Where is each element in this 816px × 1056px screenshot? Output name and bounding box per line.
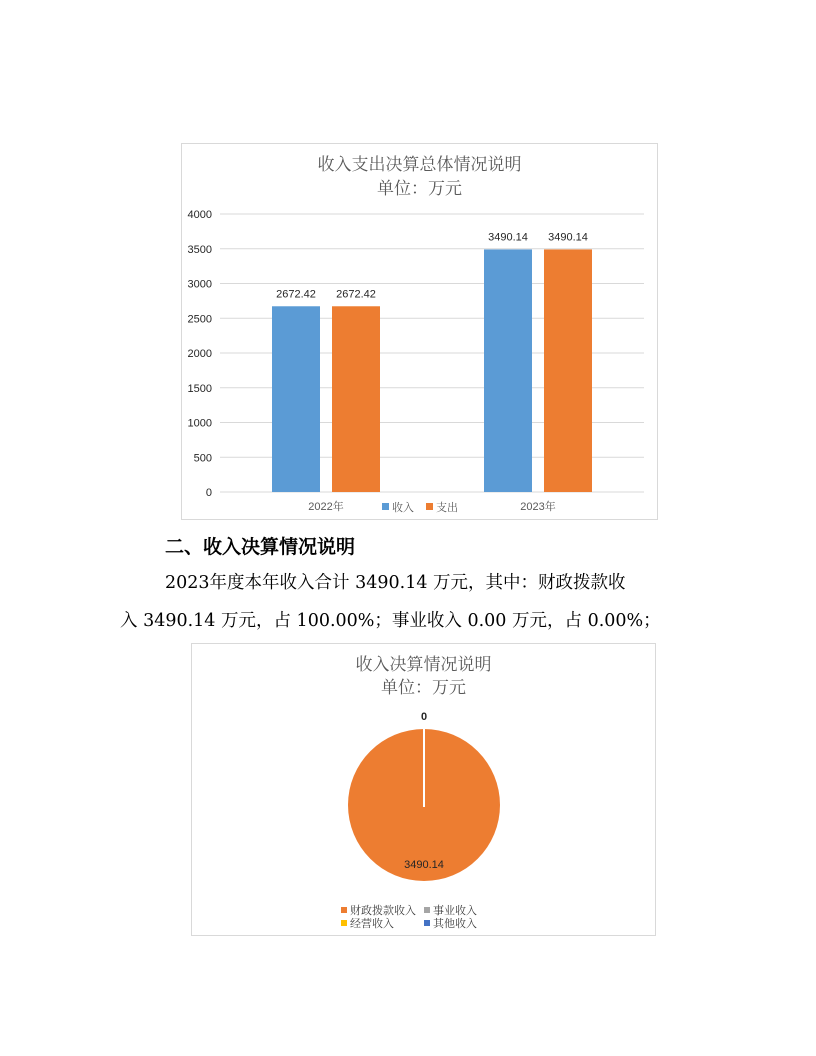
legend-label: 其他收入 <box>433 918 477 930</box>
legend-label: 财政拨款收入 <box>350 905 416 917</box>
bar-income <box>272 306 320 492</box>
pie-data-label: 0 <box>420 711 428 723</box>
income-expense-bar-chart <box>181 143 658 520</box>
bar-chart-title: 收入支出决算总体情况说明 <box>317 155 522 175</box>
y-tick-label: 0 <box>205 487 212 499</box>
income-pie-chart <box>191 643 656 936</box>
y-tick-label: 2000 <box>187 348 212 360</box>
y-tick-label: 3500 <box>187 243 212 256</box>
legend-label: 收入 <box>392 502 414 514</box>
bar-expense <box>332 306 380 492</box>
paragraph-line-1: 2023年度本年收入合计 3490.14 万元，其中：财政拨款收 <box>165 573 626 593</box>
bar-value-label: 3490.14 <box>548 231 588 244</box>
bar-value-label: 3490.14 <box>488 231 528 244</box>
pie-chart-svg <box>192 644 655 935</box>
y-tick-label: 1000 <box>187 417 212 430</box>
legend-label: 支出 <box>436 502 458 514</box>
legend-swatch <box>341 920 347 926</box>
y-tick-label: 500 <box>193 452 212 465</box>
x-tick-label: 2023年 <box>520 501 556 513</box>
bar-chart-svg <box>182 144 657 519</box>
legend-label: 经营收入 <box>350 918 394 930</box>
bar-expense <box>544 249 592 492</box>
y-tick-label: 1500 <box>187 382 212 395</box>
pie-chart-subtitle: 单位：万元 <box>381 678 466 698</box>
y-tick-label: 4000 <box>187 209 212 221</box>
y-tick-label: 3000 <box>187 278 212 291</box>
legend-swatch <box>424 907 430 913</box>
bar-income <box>484 249 532 492</box>
y-tick-label: 2500 <box>187 313 212 326</box>
bar-chart-subtitle: 单位：万元 <box>377 179 462 199</box>
bar-value-label: 2672.42 <box>276 288 316 301</box>
section-heading: 二、收入决算情况说明 <box>165 536 356 558</box>
bar-value-label: 2672.42 <box>336 288 376 301</box>
paragraph-line-2: 入 3490.14 万元，占 100.00%；事业收入 0.00 万元，占 0.00%； <box>120 611 661 631</box>
pie-data-label: 3490.14 <box>404 859 444 871</box>
legend-swatch <box>382 503 389 510</box>
pie-chart-title: 收入决算情况说明 <box>355 655 492 675</box>
legend-swatch <box>341 907 347 913</box>
legend-label: 事业收入 <box>433 905 477 917</box>
legend-swatch <box>426 503 433 510</box>
legend-swatch <box>424 920 430 926</box>
x-tick-label: 2022年 <box>308 501 344 513</box>
